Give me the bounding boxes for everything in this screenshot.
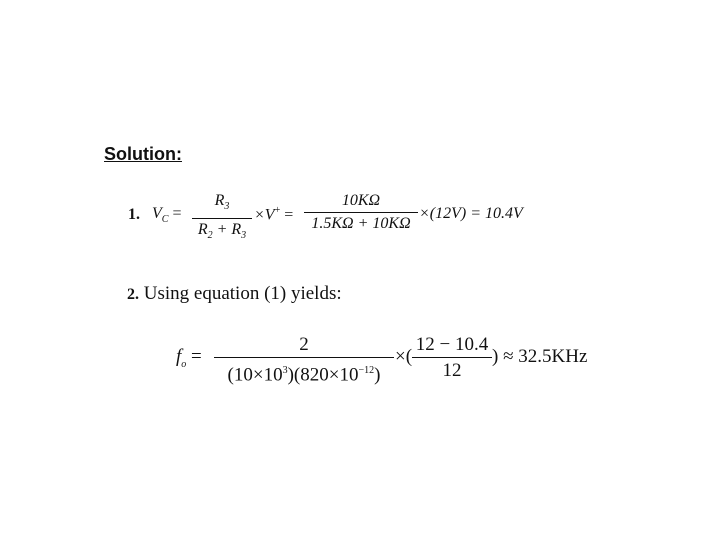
fraction-bar — [192, 218, 252, 219]
step-2-result: ) ≈ 32.5KHz — [492, 346, 588, 367]
step-2-lhs: $f_o$ = — [176, 346, 202, 370]
vc-subscript: C — [161, 214, 169, 226]
step-1-fraction-r3 — [192, 192, 252, 245]
step-1-lhs — [152, 205, 181, 225]
fraction-denominator: $(10\times 10^3)(820\times 10^{-12})$ — [227, 364, 381, 386]
fraction-denominator: $R_2 + R_3$ — [197, 221, 247, 242]
fo-symbol: f — [176, 346, 182, 367]
fraction-bar — [304, 212, 418, 213]
step-2-line — [127, 283, 342, 305]
step-1-result: ×(12V) = 10.4V — [419, 205, 523, 222]
fraction-denominator: 1.5KΩ + 10KΩ — [311, 215, 411, 232]
step-2-times-paren: ×( — [395, 346, 413, 367]
step-1-vplus: ×V+ = — [254, 205, 294, 224]
fo-subscript: o — [181, 358, 187, 370]
vc-symbol: V — [152, 205, 162, 222]
step-2-fraction-capacitance — [214, 334, 394, 385]
step-1-fraction-resistors — [304, 192, 418, 233]
step-2-text: Using equation (1) yields: — [143, 283, 342, 304]
fraction-numerator: 10KΩ — [341, 192, 381, 209]
fraction-numerator: $R_3$ — [214, 192, 230, 213]
fraction-numerator: 2 — [299, 334, 309, 355]
fraction-numerator: 12 − 10.4 — [415, 334, 489, 355]
step-1-number: 1. — [128, 206, 140, 223]
fraction-denominator: 12 — [442, 360, 462, 381]
solution-heading: Solution: — [104, 144, 182, 164]
fraction-bar — [214, 357, 394, 358]
equals-sign: = — [172, 205, 182, 222]
fraction-bar — [412, 357, 492, 358]
step-2-number: 2. — [127, 286, 139, 303]
step-2-fraction-voltage — [412, 334, 492, 381]
